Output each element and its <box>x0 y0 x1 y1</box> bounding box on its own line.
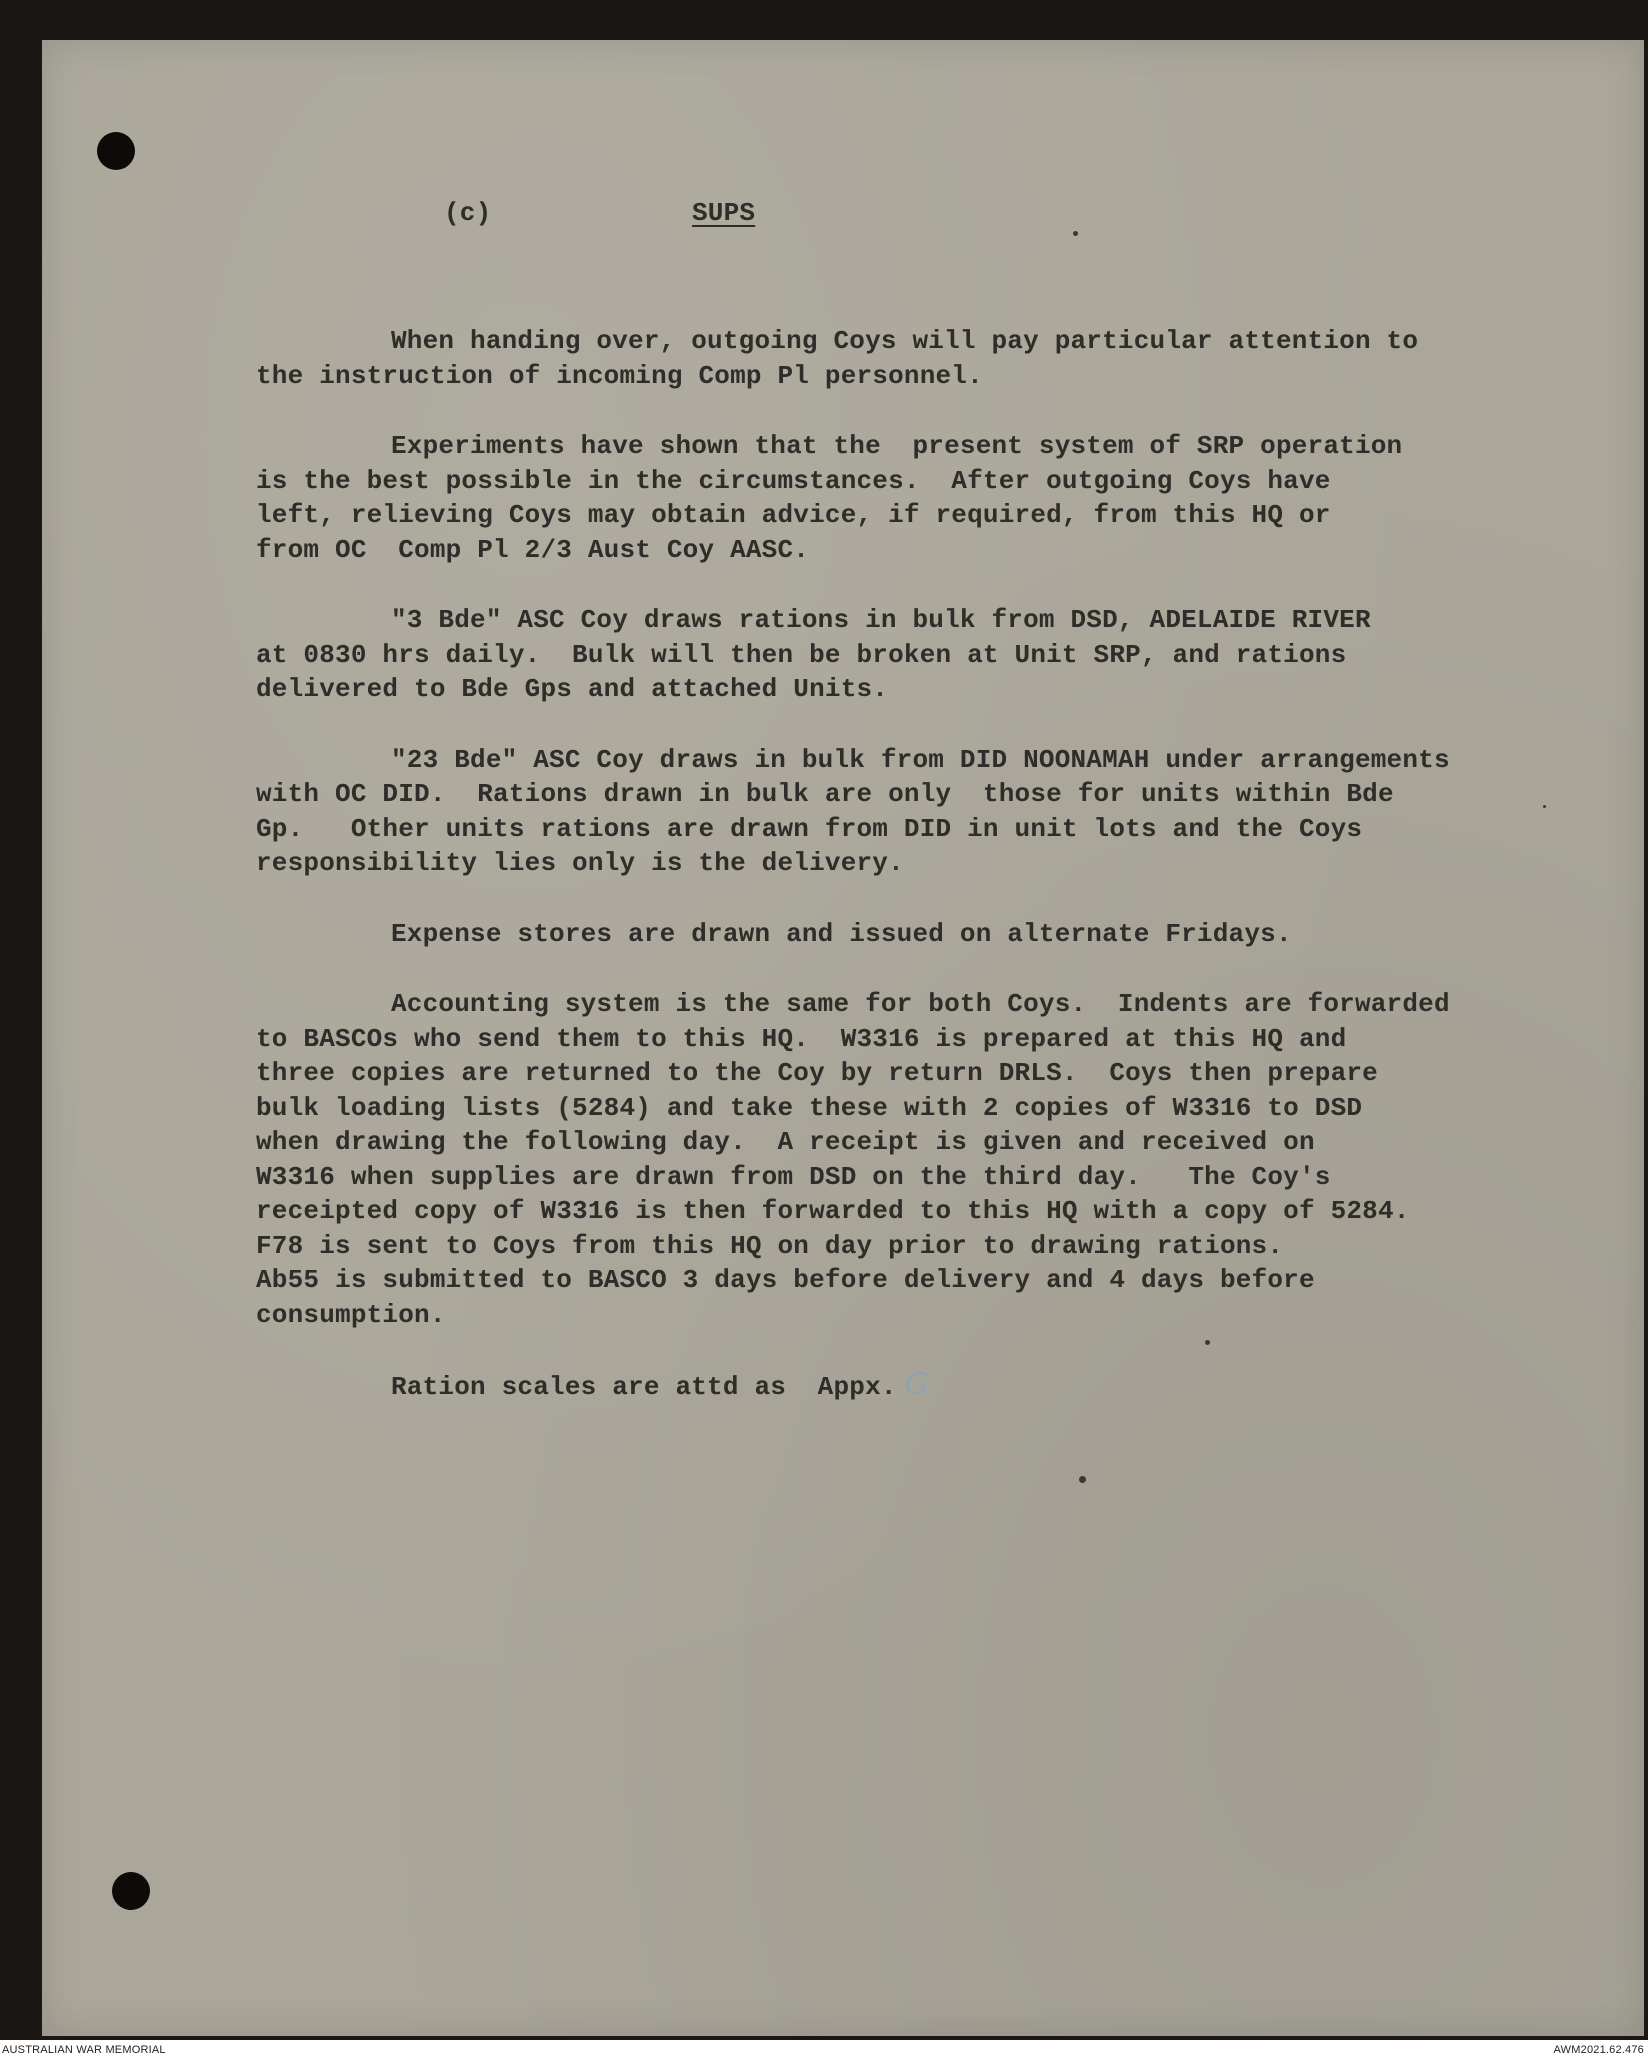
text-line: to BASCOs who send them to this HQ. W3316 is prepared at this HQ and <box>256 1023 1347 1054</box>
text-line: three copies are returned to the Coy by return DRLS. Coys then prepare <box>256 1058 1378 1088</box>
text-line: the instruction of incoming Comp Pl personnel. <box>256 360 983 391</box>
text-line: Ab55 is submitted to BASCO 3 days before delivery and 4 days before <box>256 1265 1315 1295</box>
text-line: Gp. Other units rations are drawn from DID in unit lots and the Coys <box>256 813 1363 844</box>
text-line: When handing over, outgoing Coys will pay particular attention to <box>391 326 1419 356</box>
paragraph-23-bde <box>256 743 1556 881</box>
closing-line <box>391 1368 1556 1405</box>
footer-reference: AWM2021.62.476 <box>1553 2044 1644 2056</box>
text-line: from OC Comp Pl 2/3 Aust Coy AASC. <box>256 534 810 565</box>
paragraph-handover <box>256 324 1556 393</box>
paragraph-accounting <box>256 987 1556 1332</box>
paper-speck <box>1079 1476 1086 1483</box>
text-line: with OC DID. Rations drawn in bulk are only those for units within Bde <box>256 779 1394 809</box>
document-body <box>256 196 1556 1441</box>
text-line: at 0830 hrs daily. Bulk will then be broken at Unit SRP, and rations <box>256 639 1347 670</box>
text-line: Experiments have shown that the present system of SRP operation <box>391 431 1403 461</box>
paragraph-ration-scales <box>256 1368 1556 1405</box>
paragraph-srp-operation <box>256 429 1556 567</box>
paragraph-expense-stores <box>256 917 1556 952</box>
section-title: SUPS <box>692 198 756 228</box>
text-line: consumption. <box>256 1299 446 1330</box>
closing-text: Ration scales are attd as Appx. <box>391 1372 897 1402</box>
text-line: when drawing the following day. A receipt is given and received on <box>256 1127 1315 1157</box>
punch-hole-top <box>97 132 135 170</box>
text-line: left, relieving Coys may obtain advice, if required, from this HQ or <box>256 500 1331 530</box>
text-line: Accounting system is the same for both Coys. Indents are forwarded <box>391 989 1450 1019</box>
appendix-mark: G <box>904 1367 929 1402</box>
text-line: Expense stores are drawn and issued on alternate Fridays. <box>391 918 1292 949</box>
section-label: (c) <box>444 198 492 228</box>
text-line: receipted copy of W3316 is then forwarded to this HQ with a copy of 5284. <box>256 1196 1410 1226</box>
text-line: "23 Bde" ASC Coy draws in bulk from DID NOONAMAH under arrangements <box>391 744 1450 775</box>
text-line: responsibility lies only is the delivery. <box>256 848 904 878</box>
text-line: is the best possible in the circumstances. After outgoing Coys have <box>256 465 1331 496</box>
section-heading <box>256 196 1556 236</box>
punch-hole-bottom <box>112 1872 150 1910</box>
text-line: W3316 when supplies are drawn from DSD on the third day. The Coy's <box>256 1161 1331 1192</box>
text-line: "3 Bde" ASC Coy draws rations in bulk from DSD, ADELAIDE RIVER <box>391 605 1371 635</box>
paragraph-3-bde <box>256 603 1556 707</box>
text-line: delivered to Bde Gps and attached Units. <box>256 674 889 704</box>
text-line: bulk loading lists (5284) and take these with 2 copies of W3316 to DSD <box>256 1092 1363 1123</box>
footer-institution: AUSTRALIAN WAR MEMORIAL <box>2 2044 166 2056</box>
text-line: F78 is sent to Coys from this HQ on day prior to drawing rations. <box>256 1230 1284 1261</box>
